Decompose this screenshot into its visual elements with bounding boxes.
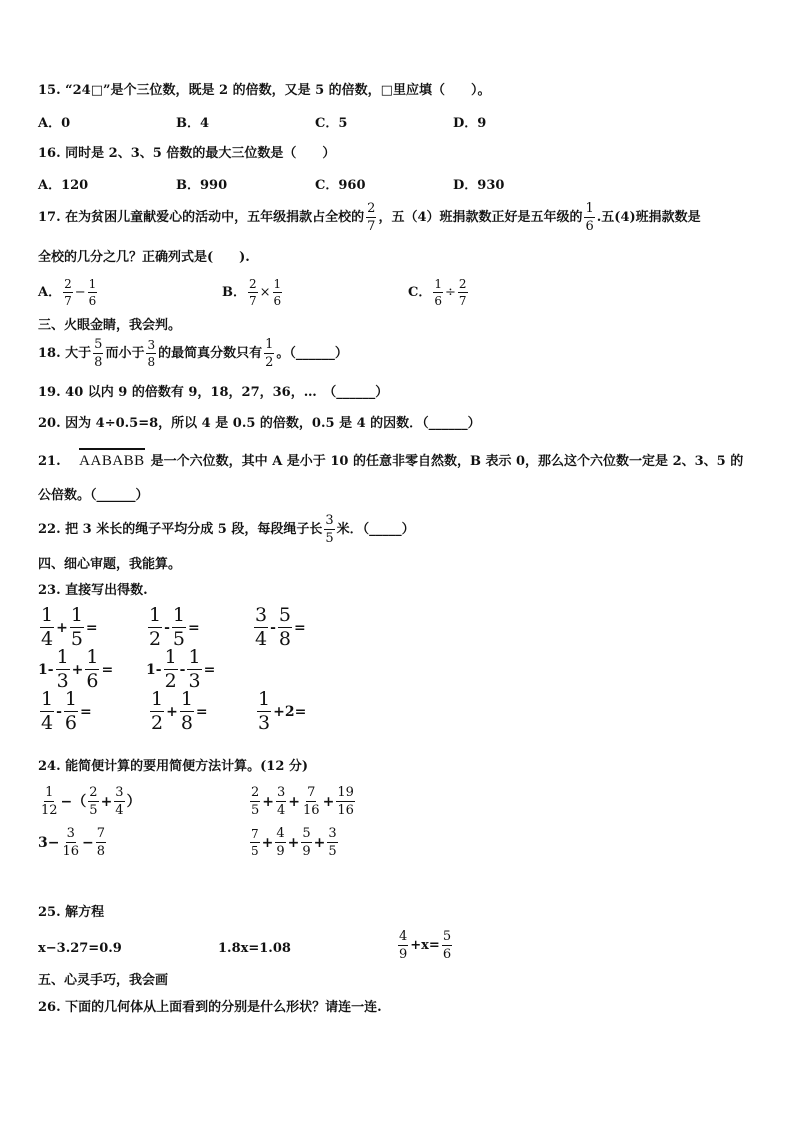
q23-item-5: 1- $\frac{1}{2}$ - $\frac{1}{3}$ =: [146, 646, 216, 692]
q25-eq-3: $\frac{4}{9}$ +x= $\frac{5}{6}$: [399, 929, 452, 962]
q23-item-4: 1- $\frac{1}{3}$ + $\frac{1}{6}$ =: [38, 646, 114, 692]
q24-expr-2: $\frac{2}{5}$ + $\frac{3}{4}$ + $\frac{7}{16}$ + $\frac{19}{16}$: [251, 785, 354, 818]
q17-option-a: A． $\frac{2}{7}$ − $\frac{1}{6}$: [38, 277, 97, 308]
q21-line2: 公倍数。（______）: [38, 488, 149, 503]
q15-option-d: D．9: [453, 116, 487, 131]
q23-item-3: $\frac{3}{4}$ - $\frac{5}{8}$ =: [255, 604, 306, 650]
q23-item-1: $\frac{1}{4}$ + $\frac{1}{5}$ =: [41, 604, 98, 650]
q23-item-8: $\frac{1}{3}$ +2=: [258, 688, 307, 734]
q17-line1: [38, 202, 701, 233]
q16-option-d: D．930: [453, 178, 505, 193]
q17-fraction-2: $\frac{1}{6}$: [585, 201, 594, 234]
q16-option-b: B．990: [176, 178, 228, 193]
q17-text-a: 17. 在为贫困儿童献爱心的活动中，五年级捐款占全校的: [38, 210, 365, 225]
q17-fraction-1: $\frac{2}{7}$: [367, 201, 376, 234]
q26: 26. 下面的几何体从上面看到的分别是什么形状？请连一连.: [38, 1000, 382, 1015]
q17-text-b: ，五（4）班捐款数正好是五年级的: [378, 210, 583, 225]
q24-title: 24. 能简便计算的要用简便方法计算。(12 分): [38, 759, 309, 774]
q17-option-b: B． $\frac{2}{7}$ × $\frac{1}{6}$: [222, 277, 282, 308]
q15-option-c: C．5: [315, 116, 348, 131]
q15-option-a: A．0: [38, 116, 71, 131]
q17-option-c: C． $\frac{1}{6}$ ÷ $\frac{2}{7}$: [408, 277, 467, 308]
q24-expr-4: $\frac{7}{5}$ + $\frac{4}{9}$ + $\frac{5}{9}$ + $\frac{3}{5}$: [251, 826, 337, 859]
q24-expr-1: $\frac{1}{12}$ −（ $\frac{2}{5}$ + $\frac{3}{4}$ ）: [41, 785, 141, 818]
q17-text-c: .五(4)班捐款数是: [596, 210, 701, 225]
q21-overline-number: AABABB: [79, 448, 145, 469]
q24-expr-3: 3− $\frac{3}{16}$ − $\frac{7}{8}$: [38, 826, 106, 859]
q21: 21. AABABB 是一个六位数，其中 A 是小于 10 的任意非零自然数，B 表示 0，那么这个六位数一定是 2、3、5 的: [38, 448, 743, 470]
q23-item-2: $\frac{1}{2}$ - $\frac{1}{5}$ =: [149, 604, 200, 650]
q16-option-a: A．120: [38, 178, 89, 193]
section-3-title: 三、火眼金睛，我会判。: [38, 318, 182, 333]
q25-eq-1: x−3.27=0.9: [38, 941, 122, 956]
q16-text: 16. 同时是 2、3、5 倍数的最大三位数是（ ）: [38, 146, 336, 161]
q23-item-7: $\frac{1}{2}$ + $\frac{1}{8}$ =: [151, 688, 208, 734]
q17-line2: 全校的几分之几？正确列式是( ).: [38, 250, 250, 265]
q22: 22. 把 3 米长的绳子平均分成 5 段，每段绳子长 $\frac{3}{5}$ 米．（_____）: [38, 513, 415, 546]
q25-title: 25. 解方程: [38, 905, 105, 920]
q25-eq-2: 1.8x=1.08: [218, 941, 291, 956]
q19: 19. 40 以内 9 的倍数有 9，18，27，36，… （______）: [38, 385, 389, 400]
q16-option-c: C．960: [315, 178, 366, 193]
q23-title: 23. 直接写出得数.: [38, 583, 148, 598]
q15-text: 15. “24□”是个三位数，既是 2 的倍数，又是 5 的倍数，□里应填（ ）。: [38, 83, 491, 98]
q18: 18. 大于 $\frac{5}{8}$ 而小于 $\frac{3}{8}$ 的最简真分数只有 $\frac{1}{2}$ 。（______）: [38, 337, 348, 370]
q20: 20. 因为 4÷0.5=8，所以 4 是 0.5 的倍数，0.5 是 4 的因数．（______）: [38, 416, 481, 431]
section-5-title: 五、心灵手巧，我会画: [38, 973, 169, 988]
q23-item-6: $\frac{1}{4}$ - $\frac{1}{6}$ =: [41, 688, 92, 734]
section-4-title: 四、细心审题，我能算。: [38, 557, 182, 572]
q15-option-b: B．4: [176, 116, 210, 131]
